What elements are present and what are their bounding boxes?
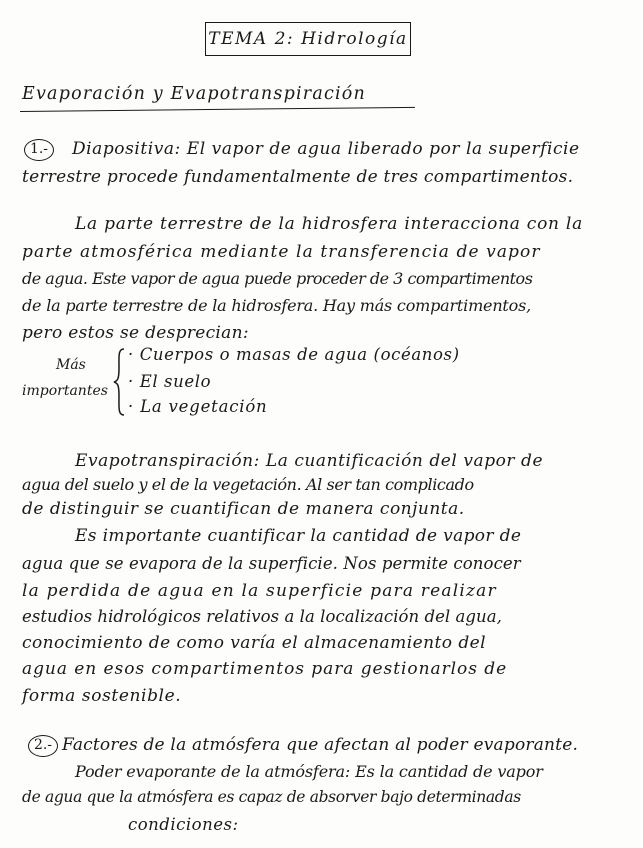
paragraph-2-line-10: forma sostenible. <box>22 686 182 706</box>
item-1-line-1: Diapositiva: El vapor de agua liberado por la superficie <box>72 139 580 159</box>
page-title: TEMA 2: Hidrología <box>205 22 411 56</box>
list-label-bottom: importantes <box>22 383 108 399</box>
paragraph-2-line-7: estudios hidrológicos relativos a la localización del agua, <box>22 607 502 626</box>
paragraph-1-line-4: de la parte terrestre de la hidrosfera. Hay más compartimentos, <box>22 296 531 315</box>
item-2-line-3: de agua que la atmósfera es capaz de absorver bajo determinadas <box>22 788 521 806</box>
paragraph-1-line-5: pero estos se desprecian: <box>22 323 249 343</box>
section-underline <box>20 107 415 112</box>
item-2-line-2: Poder evaporante de la atmósfera: Es la cantidad de vapor <box>75 762 543 781</box>
item-2-line-4: condiciones: <box>128 815 239 834</box>
paragraph-1-line-3: de agua. Este vapor de agua puede proceder de 3 compartimentos <box>22 269 533 288</box>
paragraph-2-line-3: de distinguir se cuantifican de manera conjunta. <box>22 499 465 519</box>
section-title: Evaporación y Evapotranspiración <box>22 84 366 104</box>
item-2-line-1: Factores de la atmósfera que afectan al poder evaporante. <box>62 735 579 755</box>
paragraph-2-line-6: la perdida de agua en la superficie para realizar <box>22 581 497 601</box>
item-2-number: 2.- <box>28 735 58 757</box>
paragraph-1-line-1: La parte terrestre de la hidrosfera interacciona con la <box>75 214 583 234</box>
list-item-3: · La vegetación <box>128 397 268 416</box>
list-label-top: Más <box>56 357 86 373</box>
paragraph-2-line-4: Es importante cuantificar la cantidad de vapor de <box>75 526 522 546</box>
list-item-1: · Cuerpos o masas de agua (océanos) <box>128 345 460 364</box>
paragraph-2-line-1: Evapotranspiración: La cuantificación del vapor de <box>75 451 544 471</box>
list-item-2: · El suelo <box>128 372 212 391</box>
paragraph-1-line-2: parte atmosférica mediante la transferencia de vapor <box>22 242 541 262</box>
item-1-line-2: terrestre procede fundamentalmente de tres compartimentos. <box>22 167 574 187</box>
item-1-number: 1.- <box>24 139 54 161</box>
paragraph-2-line-8: conocimiento de como varía el almacenamiento del <box>22 633 487 653</box>
curly-brace-icon <box>113 348 125 416</box>
paragraph-2-line-9: agua en esos compartimentos para gestionarlos de <box>22 659 508 679</box>
paragraph-2-line-5: agua que se evapora de la superficie. Nos permite conocer <box>22 554 521 573</box>
paragraph-2-line-2: agua del suelo y el de la vegetación. Al ser tan complicado <box>22 475 474 494</box>
